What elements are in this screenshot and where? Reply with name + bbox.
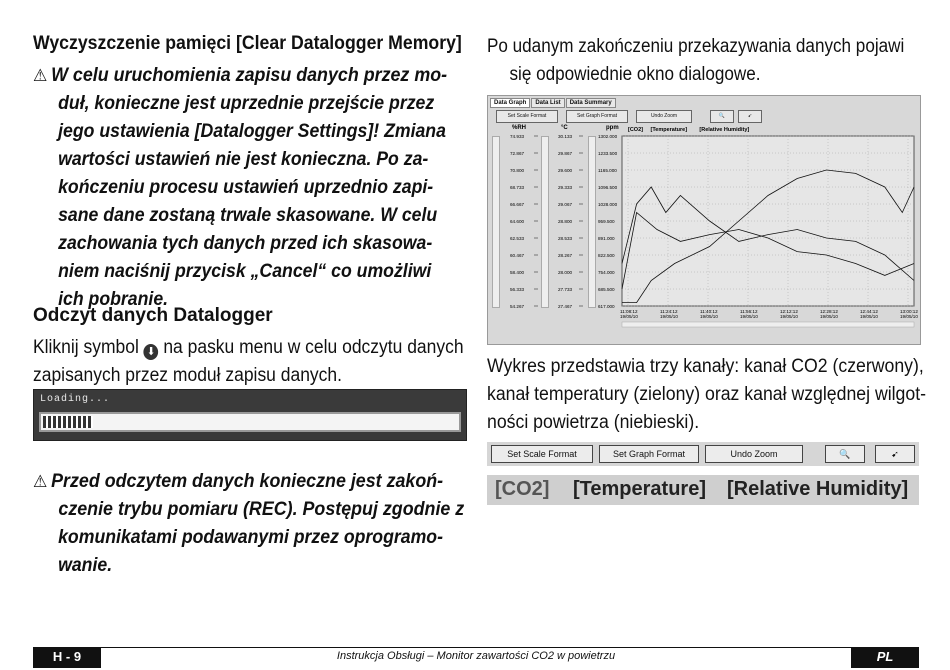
temp-tick-label: 28.267: [558, 253, 573, 258]
warning-line: Przed odczytem danych konieczne jest zakoń-: [51, 471, 444, 492]
temp-tick-label: 30.133: [558, 134, 573, 139]
rh-tick-label: 64.600: [510, 219, 525, 224]
desc-line: Wykres przedstawia trzy kanały: kanał CO2 (czerwony),: [487, 356, 924, 377]
temp-tick-label: 27.733: [558, 287, 573, 292]
date-label: 19/05/10: [900, 314, 918, 319]
rh-tick-label: 62.533: [510, 236, 525, 241]
warning-line: wanie.: [58, 555, 113, 576]
tab-data-summary[interactable]: Data Summary: [566, 98, 616, 108]
warning-line: czenie trybu pomiaru (REC). Postępuj zgodnie z: [58, 499, 465, 520]
legend-entry: [CO2]: [628, 127, 643, 133]
read-text-a: Kliknij symbol: [33, 337, 139, 358]
channel-legend: [487, 475, 919, 505]
set-scale-format-button[interactable]: Set Scale Format: [491, 445, 593, 463]
read-text-b: na pasku menu w celu odczytu danych: [163, 337, 464, 358]
temp-tick-label: 29.600: [558, 168, 573, 173]
co2-tick-label: 1233.500: [598, 151, 618, 156]
set-graph-format-button[interactable]: Set Graph Format: [599, 445, 699, 463]
footer: [33, 647, 919, 668]
rh-tick-label: 66.667: [510, 202, 525, 207]
loading-progress-track: [39, 412, 461, 432]
co2-tick-label: 1096.500: [598, 185, 618, 190]
channel-humidity: [Relative Humidity]: [727, 478, 909, 500]
rh-tick-label: 72.867: [510, 151, 525, 156]
desc-line: ności powietrza (niebieski).: [487, 412, 700, 433]
co2-tick-label: 1302.000: [598, 134, 618, 139]
zoom-icon[interactable]: 🔍: [825, 445, 865, 463]
graph-set-scale-button[interactable]: Set Scale Format: [496, 110, 558, 123]
channel-co2: [CO2]: [495, 478, 550, 500]
loading-dialog: [33, 389, 467, 441]
date-label: 19/05/10: [660, 314, 678, 319]
toolbar-zoom: [487, 442, 919, 466]
temp-tick-label: 28.533: [558, 236, 573, 241]
graph-set-graph-button[interactable]: Set Graph Format: [566, 110, 628, 123]
date-label: 19/05/10: [820, 314, 838, 319]
co2-tick-label: 1165.000: [598, 168, 617, 173]
channel-temperature: [Temperature]: [573, 478, 706, 500]
tab-data-list[interactable]: Data List: [531, 98, 564, 108]
time-label: 11:40:12: [700, 309, 718, 314]
intro-line: Po udanym zakończeniu przekazywania danych pojawi: [487, 36, 905, 57]
plot-area: [622, 136, 914, 306]
co2-tick-label: 617.000: [598, 304, 615, 309]
warning-line: jego ustawienia [Datalogger Settings]! Zmiana: [58, 121, 446, 142]
warning-line: ich pobranie.: [58, 289, 169, 310]
graph-zoom-icon[interactable]: 🔍: [710, 110, 734, 123]
rh-tick-label: 58.400: [510, 270, 525, 275]
date-label: 19/05/10: [860, 314, 878, 319]
page-number: H - 9: [33, 648, 101, 668]
legend-entry: [Temperature]: [650, 127, 688, 133]
date-label: 19/05/10: [620, 314, 638, 319]
time-scrollbar: [622, 322, 914, 327]
warning-line: sane dane zostaną trwale skasowane. W celu: [58, 205, 438, 226]
co2-tick-label: 822.500: [598, 253, 615, 258]
time-label: 11:24:12: [660, 309, 678, 314]
temp-tick-label: 29.867: [558, 151, 573, 156]
warning-line: duł, konieczne jest uprzednie przejście przez: [58, 93, 435, 114]
read-text-line2: zapisanych przez moduł zapisu danych.: [33, 365, 342, 386]
rh-tick-label: 74.933: [510, 134, 525, 139]
heading-clear-memory: Wyczyszczenie pamięci [Clear Datalogger Memory]: [33, 33, 462, 54]
rh-tick-label: 60.467: [510, 253, 525, 258]
loading-progress-fill: [43, 416, 93, 428]
rh-tick-label: 70.800: [510, 168, 525, 173]
temp-tick-label: 28.000: [558, 270, 573, 275]
time-label: 12:44:12: [860, 309, 878, 314]
tab-data-graph[interactable]: Data Graph: [490, 98, 530, 108]
time-label: 12:28:12: [820, 309, 838, 314]
temp-tick-label: 27.467: [558, 304, 573, 309]
footer-title: Instrukcja Obsługi – Monitor zawartości CO2 w powietrzu: [336, 650, 616, 662]
graph-undo-zoom-button[interactable]: Undo Zoom: [636, 110, 692, 123]
time-label: 12:12:12: [780, 309, 798, 314]
graph-svg: [488, 96, 920, 344]
warning-line: wartości ustawień nie jest konieczna. Po za-: [58, 149, 429, 170]
co2-tick-label: 891.000: [598, 236, 615, 241]
warning-line: niem naciśnij przycisk „Cancel“ co umożliwi: [58, 261, 432, 282]
language-badge: PL: [851, 648, 919, 668]
warning-line: ⚠ W celu uruchomienia zapisu danych przez mo-: [33, 65, 448, 86]
temp-tick-label: 29.333: [558, 185, 573, 190]
download-icon[interactable]: ⬇: [144, 344, 159, 360]
axis-unit: ppm: [606, 125, 619, 131]
graph-description: [487, 353, 927, 437]
undo-zoom-button[interactable]: Undo Zoom: [705, 445, 803, 463]
heading-read-data: Odczyt danych Datalogger: [33, 305, 273, 326]
warning-icon: ⚠: [33, 66, 48, 85]
time-label: 11:08:12: [620, 309, 638, 314]
intro-line: się odpowiednie okno dialogowe.: [509, 64, 761, 85]
warning-icon: ⚠: [33, 472, 48, 491]
desc-line: kanał temperatury (zielony) oraz kanał względnej wilgot-: [487, 384, 927, 405]
temp-tick-label: 29.067: [558, 202, 573, 207]
warning-line: kończeniu procesu ustawień uprzednio zapi-: [58, 177, 434, 198]
time-label: 13:00:12: [900, 309, 918, 314]
intro-text: [487, 33, 927, 89]
co2-tick-label: 754.000: [598, 270, 615, 275]
time-label: 11:56:12: [740, 309, 758, 314]
pointer-icon[interactable]: ➹: [875, 445, 915, 463]
warning-read-data: [33, 468, 473, 580]
warning-line: zachowania tych danych przed ich skasowa-: [58, 233, 433, 254]
data-graph-window: [487, 95, 921, 345]
rh-tick-label: 56.333: [510, 287, 525, 292]
axis-unit: °C: [561, 125, 568, 131]
axis-unit: %RH: [512, 125, 527, 131]
warning-line: komunikatami podawanymi przez oprogramo-: [58, 527, 443, 548]
rh-tick-label: 54.267: [510, 304, 525, 309]
read-instructions: [33, 334, 473, 390]
warning-clear-memory: [33, 62, 473, 314]
temp-tick-label: 28.800: [558, 219, 573, 224]
rh-tick-label: 68.733: [510, 185, 525, 190]
co2-tick-label: 1028.000: [598, 202, 618, 207]
date-label: 19/05/10: [780, 314, 798, 319]
date-label: 19/05/10: [740, 314, 758, 319]
graph-pointer-icon[interactable]: ➹: [738, 110, 762, 123]
co2-tick-label: 685.500: [598, 287, 615, 292]
date-label: 19/05/10: [700, 314, 718, 319]
legend-entry: [Relative Humidity]: [699, 127, 750, 133]
co2-tick-label: 959.500: [598, 219, 615, 224]
loading-label: Loading...: [40, 394, 111, 405]
